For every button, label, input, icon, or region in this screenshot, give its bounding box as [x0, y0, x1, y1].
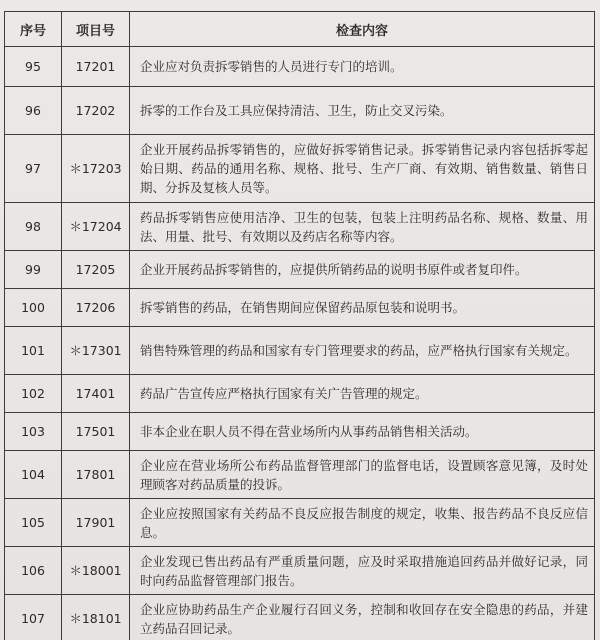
row-serial-number: 98	[5, 203, 62, 251]
row-item-number: 17202	[62, 87, 130, 135]
row-content: 药品广告宣传应严格执行国家有关广告管理的规定。	[130, 375, 595, 413]
table-row	[5, 451, 595, 499]
row-content: 企业应按照国家有关药品不良反应报告制度的规定，收集、报告药品不良反应信息。	[130, 499, 595, 547]
row-serial-number: 99	[5, 251, 62, 289]
table-row	[5, 375, 595, 413]
header-item-number: 项目号	[62, 12, 130, 47]
table-row	[5, 203, 595, 251]
row-item-number: ＊17301	[62, 327, 130, 375]
row-item-number: ＊18001	[62, 547, 130, 595]
table-row	[5, 595, 595, 640]
row-content: 企业发现已售出药品有严重质量问题，应及时采取措施追回药品并做好记录，同时向药品监督管理部门报告。	[130, 547, 595, 595]
row-content: 企业开展药品拆零销售的，应提供所销药品的说明书原件或者复印件。	[130, 251, 595, 289]
table-header-row	[5, 12, 595, 47]
row-serial-number: 105	[5, 499, 62, 547]
row-content: 非本企业在职人员不得在营业场所内从事药品销售相关活动。	[130, 413, 595, 451]
row-item-number: 17206	[62, 289, 130, 327]
row-content: 销售特殊管理的药品和国家有专门管理要求的药品，应严格执行国家有关规定。	[130, 327, 595, 375]
row-item-number: 17501	[62, 413, 130, 451]
row-content: 企业应在营业场所公布药品监督管理部门的监督电话，设置顾客意见簿，及时处理顾客对药品质量的投诉。	[130, 451, 595, 499]
row-item-number: 17901	[62, 499, 130, 547]
row-serial-number: 102	[5, 375, 62, 413]
row-serial-number: 104	[5, 451, 62, 499]
row-item-number: 17205	[62, 251, 130, 289]
row-serial-number: 95	[5, 47, 62, 87]
table-row	[5, 87, 595, 135]
table-row	[5, 327, 595, 375]
table-row	[5, 499, 595, 547]
row-serial-number: 100	[5, 289, 62, 327]
row-content: 拆零销售的药品，在销售期间应保留药品原包装和说明书。	[130, 289, 595, 327]
row-item-number: ＊17203	[62, 135, 130, 203]
row-serial-number: 101	[5, 327, 62, 375]
table-row	[5, 547, 595, 595]
row-content: 药品拆零销售应使用洁净、卫生的包装，包装上注明药品名称、规格、数量、用法、用量、批号、有效期以及药店名称等内容。	[130, 203, 595, 251]
row-serial-number: 97	[5, 135, 62, 203]
table-row	[5, 135, 595, 203]
row-item-number: 17201	[62, 47, 130, 87]
table-row	[5, 47, 595, 87]
table-row	[5, 413, 595, 451]
header-serial-number: 序号	[5, 12, 62, 47]
row-serial-number: 106	[5, 547, 62, 595]
row-serial-number: 96	[5, 87, 62, 135]
header-inspection-content: 检查内容	[130, 12, 595, 47]
row-serial-number: 103	[5, 413, 62, 451]
row-item-number: ＊18101	[62, 595, 130, 640]
row-item-number: ＊17204	[62, 203, 130, 251]
row-serial-number: 107	[5, 595, 62, 640]
inspection-table	[4, 11, 595, 640]
row-content: 拆零的工作台及工具应保持清洁、卫生，防止交叉污染。	[130, 87, 595, 135]
row-content: 企业开展药品拆零销售的，应做好拆零销售记录。拆零销售记录内容包括拆零起始日期、药品的通用名称、规格、批号、生产厂商、有效期、销售数量、销售日期、分拆及复核人员等。	[130, 135, 595, 203]
row-content: 企业应协助药品生产企业履行召回义务，控制和收回存在安全隐患的药品，并建立药品召回记录。	[130, 595, 595, 640]
row-item-number: 17801	[62, 451, 130, 499]
row-content: 企业应对负责拆零销售的人员进行专门的培训。	[130, 47, 595, 87]
table-row	[5, 289, 595, 327]
row-item-number: 17401	[62, 375, 130, 413]
table-row	[5, 251, 595, 289]
